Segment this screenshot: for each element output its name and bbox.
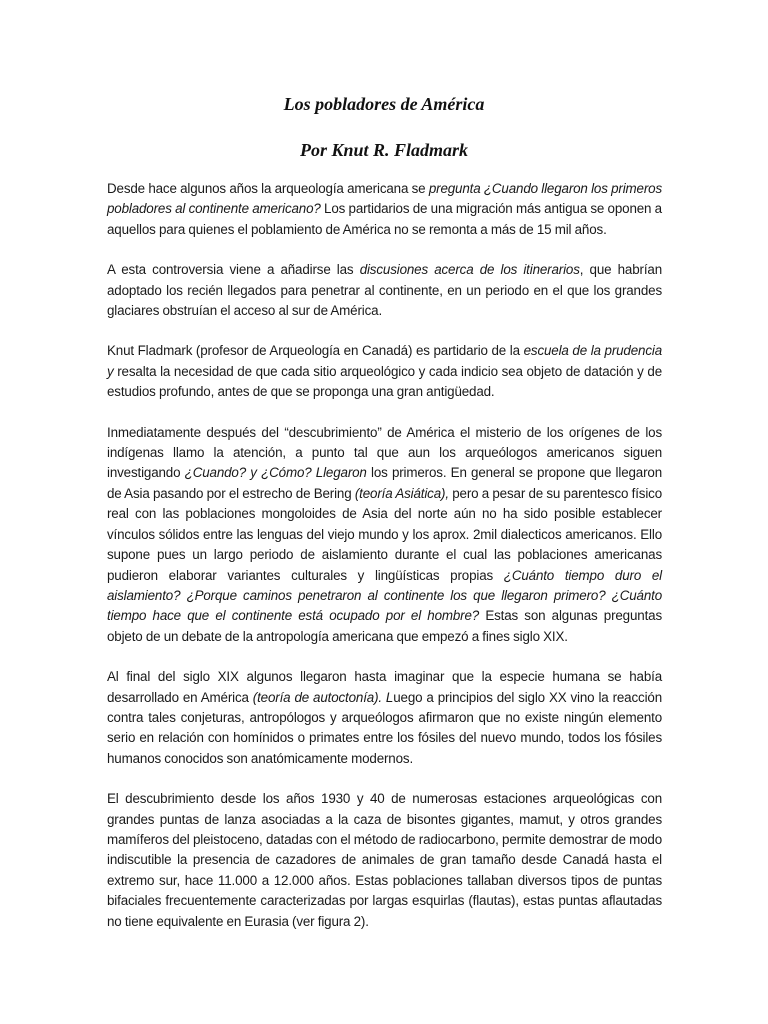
text-segment: El descubrimiento desde los años 1930 y 40 de numerosas estaciones arqueológicas con grandes puntas de lanza asociadas a la caza de bisontes gigantes, mamut, y otros grandes mamíferos del pleistoceno, datadas con el método de radiocarbono, permite demostrar de modo indiscutible la presencia de cazadores de animales de gran tamaño desde Canadá hasta el extremo sur, hace 11.000 a 12.000 años. Estas poblaciones tallaban diversos tipos de puntas bifaciales frecuentemente caracterizadas por largas esquirlas (flautas), estas puntas aflautadas no tiene equivalente en Eurasia (ver figura 2).	[107, 791, 662, 929]
paragraph-6	[107, 789, 662, 932]
paragraph-2	[107, 260, 662, 321]
text-segment: Inmediatamente después del “descubrimiento” de América el misterio de los orígenes de los indígenas llamo la atención, a punto tal que aun los arqueólogos americanos siguen investigando	[107, 424, 662, 481]
paragraph-3	[107, 341, 662, 402]
text-segment: Estas son algunas preguntas objeto de un debate de la antropología americana que empezó a fines siglo XIX.	[107, 608, 662, 644]
italic-segment: ¿Cuando? y ¿Cómo? Llegaron	[184, 465, 367, 481]
author-line: Por Knut R. Fladmark	[299, 140, 469, 160]
document-body	[107, 179, 662, 952]
italic-segment: pregunta ¿Cuando llegaron los primeros pobladores al continente americano?	[107, 181, 663, 217]
text-segment: los primeros. En general se propone que llegaron de Asia pasando por el estrecho de Bering	[107, 465, 662, 501]
text-segment: Los partidarios de una migración más antigua se oponen a aquellos para quienes el poblamiento de América no se remonta a más de 15 mil años.	[107, 201, 662, 237]
paragraph-4	[107, 423, 662, 647]
italic-segment: ¿Cuánto tiempo duro el aislamiento? ¿Porque caminos penetraron al continente los que llegaron primero? ¿Cuánto tiempo hace que el continente está ocupado por el hombre?	[107, 567, 662, 624]
text-segment: Al final del siglo XIX algunos llegaron hasta imaginar que la especie humana se había desarrollado en América	[107, 669, 662, 705]
paragraph-1	[107, 179, 662, 240]
italic-segment: escuela de la prudencia y	[107, 343, 662, 379]
italic-segment: (teoría de autoctonía). L	[252, 689, 394, 705]
paragraph-5	[107, 667, 662, 769]
text-segment: uego a principios del siglo XX vino la reacción contra tales conjeturas, antropólogos y arqueólogos afirmaron que no existe ningún elemento serio en relación con homínidos o primates entre los fósiles del nuevo mundo, todos los fósiles humanos conocidos son anatómicamente modernos.	[107, 689, 662, 766]
text-segment: Knut Fladmark (profesor de Arqueología en Canadá) es partidario de la	[107, 343, 524, 359]
document-title: Los pobladores de América	[283, 94, 485, 114]
text-segment: Desde hace algunos años la arqueología americana se	[107, 181, 429, 196]
text-segment: resalta la necesidad de que cada sitio arqueológico y cada indicio sea objeto de datación y de estudios profundo, antes de que se proponga una gran antigüedad.	[107, 363, 662, 400]
italic-segment: discusiones acerca de los itinerarios	[359, 262, 580, 278]
text-segment: pero a pesar de su parentesco físico real con las poblaciones mongoloides de Asia del norte aún no ha sido posible establecer vínculos sólidos entre las lenguas del viejo mundo y los aprox. 2mil dialecticos americanos. Ello supone pues un largo periodo de aislamiento durante el cual las poblaciones americanas pudieron elaborar variantes culturales y lingüísticas propias	[107, 485, 662, 583]
text-segment: , que habrían adoptado los recién llegados para penetrar al continente, en un periodo en el que los grandes glaciares obstruían el acceso al sur de América.	[107, 262, 662, 319]
text-segment: A esta controversia viene a añadirse las	[107, 262, 360, 278]
italic-segment: (teoría Asiática),	[354, 485, 449, 501]
